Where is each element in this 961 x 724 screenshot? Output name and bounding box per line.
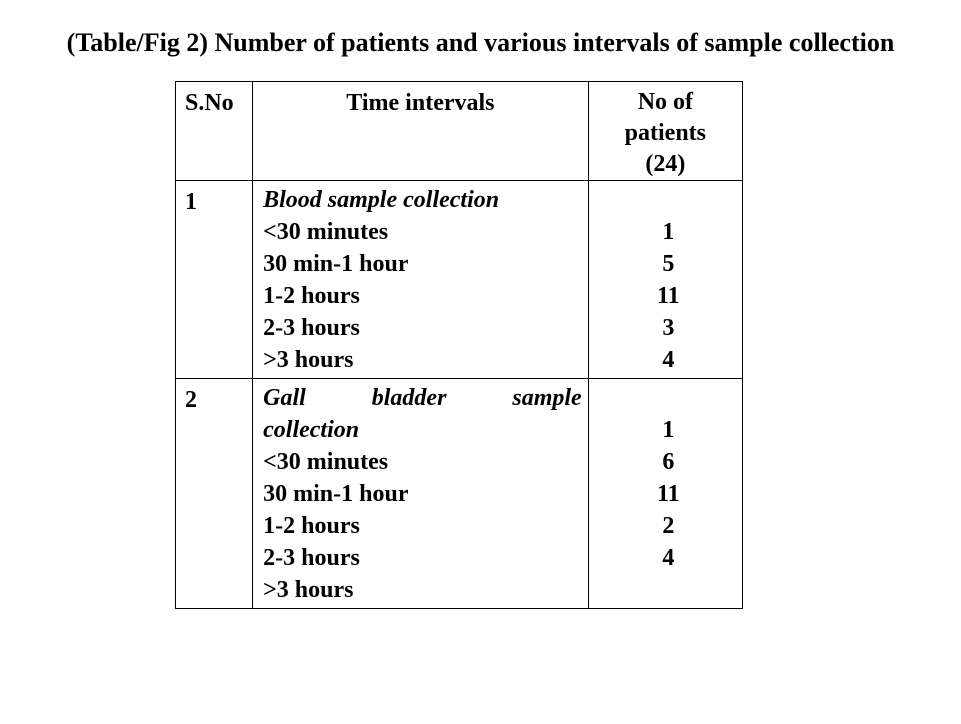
interval-item: 2-3 hours [263,315,360,341]
header-sno: S.No [176,82,253,181]
header-time-intervals: Time intervals [253,82,589,181]
table-row-blood [176,181,743,379]
count-item: 2 [662,513,675,539]
header-no-of-patients [588,82,742,181]
header-count-line: (24) [645,151,686,177]
sample-collection-table [175,81,743,609]
count-item: 11 [657,283,680,309]
count-item: 6 [662,449,675,475]
time-intervals-cell [253,181,589,379]
count-item: 4 [662,347,675,373]
count-item: 1 [662,219,675,245]
count-item: 1 [662,417,675,443]
header-count-line: No of [637,89,694,115]
heading-word: bladder [371,385,447,411]
table-row-gall-bladder [176,379,743,609]
header-count-line: patients [624,120,707,146]
patient-counts-cell [588,181,742,379]
row-heading [263,382,582,414]
count-item: 3 [662,315,675,341]
patient-counts-cell [588,379,742,609]
row-sno: 1 [176,181,253,379]
interval-item: 30 min-1 hour [263,251,409,277]
count-item: 4 [662,545,675,571]
row-heading: Blood sample collection [263,187,500,213]
interval-item: <30 minutes [263,449,389,475]
heading-word: Gall [263,385,306,411]
count-item: 5 [662,251,675,277]
interval-item: 1-2 hours [263,283,360,309]
count-item: 11 [657,481,680,507]
row-sno: 2 [176,379,253,609]
interval-item: >3 hours [263,577,354,603]
interval-item: 2-3 hours [263,545,360,571]
time-intervals-cell [253,379,589,609]
heading-word: sample [512,385,582,411]
interval-item: 1-2 hours [263,513,360,539]
interval-item: 30 min-1 hour [263,481,409,507]
figure-title: (Table/Fig 2) Number of patients and various intervals of sample collection [66,28,895,57]
header-row [176,82,743,181]
interval-item: <30 minutes [263,219,389,245]
row-heading-continued: collection [263,417,360,443]
interval-item: >3 hours [263,347,354,373]
